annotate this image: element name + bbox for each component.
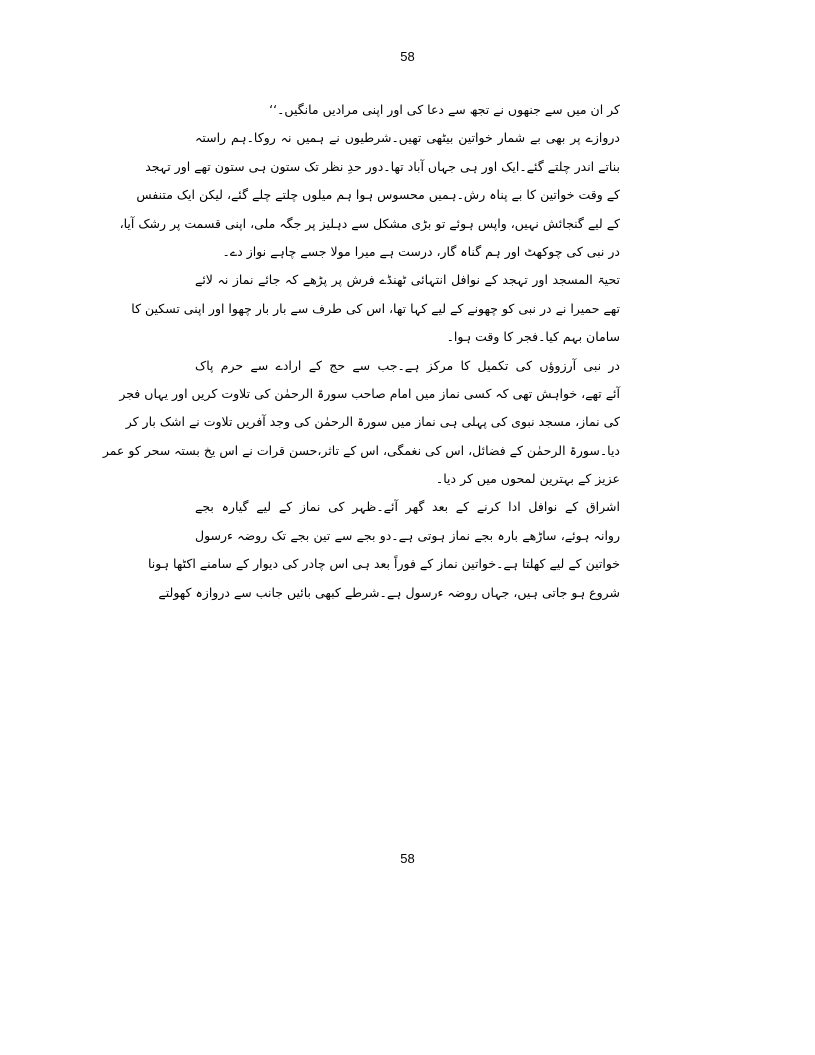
text-line: اشراق کے نوافل ادا کرنے کے بعد گھر آئے۔ظہر کی نماز کے لیے گیارہ بجے [195, 499, 620, 515]
paragraph [119, 124, 620, 266]
page-number-bottom: 58 [400, 851, 415, 866]
text-line: دیا۔سورۃ الرحمٰن کے فضائل، اس کی نغمگی، اس کے تاثر،حسن قرات نے اس یخ بستہ سحر کو عمر [102, 442, 620, 458]
paragraph [131, 266, 620, 351]
text-line: آئے تھے، خواہش تھی کہ کسی نماز میں امام صاحب سورۃ الرحمٰن کی تلاوت کریں اور یہاں فجر [119, 385, 620, 401]
text-line: کے لیے گنجائش نہیں، واپس ہوئے تو بڑی مشکل سے دہلیز پر جگہ ملی، اپنی قسمت پر رشک آیا، [119, 215, 620, 231]
text-line: تحیۃ المسجد اور تہجد کے نوافل انتہائی ٹھنڈے فرش پر پڑھے کہ جائے نماز نہ لائے [195, 272, 620, 288]
text-line: تھے حمیرا نے در نبی کو چھونے کے لیے کہا تھا، اس کی طرف سے بار بار چھوا اور اپنی تسکین کا [131, 300, 620, 316]
text-line: کے وقت خواتین کا بے پناہ رش۔ہمیں محسوس ہوا ہم میلوں چلتے چلے گئے، لیکن ایک متنفس [136, 187, 620, 203]
text-line: خواتین کے لیے کھلتا ہے۔خواتین نماز کے فوراً بعد ہی اس چادر کی دیوار کے سامنے اکٹھا ہونا [148, 556, 620, 572]
paragraph [195, 96, 620, 124]
text-line: روانہ ہوئے، ساڑھے بارہ بجے نماز ہوتی ہے۔دو بجے سے تین بجے تک روضہ ءرسول [195, 527, 620, 543]
text-line: دروازے پر بھی بے شمار خواتین بیٹھی تھیں۔شرطیوں نے ہمیں نہ روکا۔ہم راستہ [195, 130, 620, 146]
page-number-top: 58 [400, 49, 415, 64]
text-line: بناتے اندر چلتے گئے۔ایک اور ہی جہاں آباد تھا۔دور حدِ نظر تک ستون ہی ستون تھے اور تہجد [145, 158, 620, 174]
text-line: کی نماز، مسجد نبوی کی پہلی ہی نماز میں سورۃ الرحمٰن کی وجد آفریں تلاوت نے اشک بار کر [125, 414, 620, 430]
paragraph [148, 493, 620, 607]
text-line: شروع ہو جاتی ہیں، جہاں روضہ ءرسول ہے۔شرطے کبھی بائیں جانب سے دروازہ کھولتے [158, 584, 620, 600]
text-line: سامان بہم کیا۔فجر کا وقت ہوا۔ [446, 329, 620, 345]
text-line: در نبی کی چوکھٹ اور ہم گناہ گار، درست ہے میرا مولا جسے چاہے نواز دے۔ [222, 243, 620, 259]
document-body [102, 96, 620, 607]
paragraph [102, 352, 620, 494]
text-line: عزیز کے بہترین لمحوں میں کر دیا۔ [435, 471, 620, 487]
text-line: کر ان میں سے جنھوں نے تجھ سے دعا کی اور اپنی مرادیں مانگیں۔‘‘ [269, 102, 620, 117]
text-line: در نبی آرزوؤں کی تکمیل کا مرکز ہے۔جب سے حج کے ارادے سے حرم پاک [195, 357, 620, 373]
